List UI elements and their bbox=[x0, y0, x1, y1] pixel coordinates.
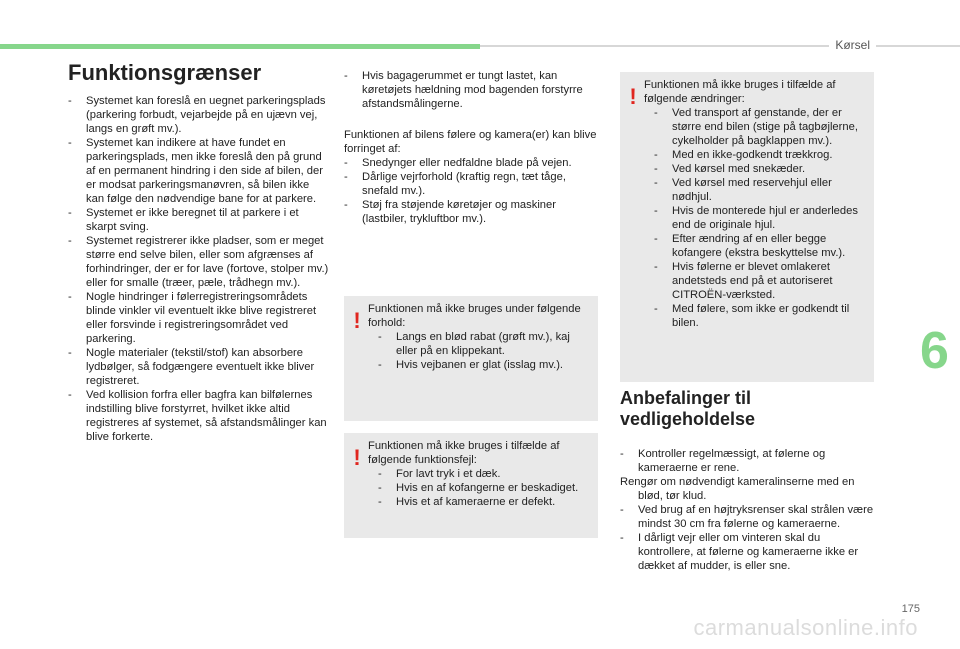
list-item: - Ved kørsel med reservehjul eller nødhjul. bbox=[654, 176, 868, 204]
warning-text bbox=[368, 439, 592, 509]
warning-intro: Funktionen må ikke bruges i tilfælde af følgende funktionsfejl: bbox=[368, 440, 560, 466]
watermark-text: carmanualsonline.info bbox=[693, 615, 918, 640]
page-number: 175 bbox=[901, 603, 920, 615]
list-item: - Støj fra støjende køretøjer og maskiner (lastbiler, trykluftbor mv.). bbox=[344, 198, 600, 226]
list-item: - Kontroller regelmæssigt, at følerne og kameraerne er rene. bbox=[620, 447, 878, 475]
list-item: - Dårlige vejrforhold (kraftig regn, tæt tåge, snefald mv.). bbox=[344, 170, 600, 198]
warning-text bbox=[644, 78, 868, 330]
maintenance-title bbox=[620, 388, 878, 430]
list-item: - Ved transport af genstande, der er større end bilen (stige på tagbøjlerne, cykelholder på bagklappen mv.). bbox=[654, 106, 868, 148]
list-item: - Nogle hindringer i følerregistreringsområdets blinde vinkler vil eventuelt ikke blive registreret eller forsvinde i registreringsområdet ved parkering. bbox=[68, 290, 330, 346]
warning-list bbox=[368, 467, 592, 509]
list-item: - Hvis de monterede hjul er anderledes end de originale hjul. bbox=[654, 204, 868, 232]
list-item: - Ved kørsel med snekæder. bbox=[654, 162, 868, 176]
list-item: - Med en ikke-godkendt trækkrog. bbox=[654, 148, 868, 162]
column-functional-limits bbox=[68, 60, 330, 444]
warning-box-malfunctions bbox=[344, 433, 598, 538]
list-item: - Med følere, som ikke er godkendt til bilen. bbox=[654, 302, 868, 330]
section-title: Funktionsgrænser bbox=[68, 60, 262, 85]
list-item: - Hvis en af kofangerne er beskadiget. bbox=[378, 481, 592, 495]
warning-text bbox=[368, 302, 592, 372]
list-item: - Ved brug af en højtryksrenser skal strålen være mindst 30 cm fra følerne og kameraerne. bbox=[620, 503, 878, 531]
luggage-list bbox=[344, 69, 600, 111]
warning-intro: Funktionen må ikke bruges i tilfælde af følgende ændringer: bbox=[644, 79, 836, 105]
section-name: Kørsel bbox=[829, 38, 876, 52]
warning-box-modifications bbox=[620, 72, 874, 382]
sensor-intro: Funktionen af bilens følere og kamera(er) kan blive forringet af: bbox=[344, 129, 597, 155]
list-item: - Systemet er ikke beregnet til at parkere i et skarpt sving. bbox=[68, 206, 330, 234]
list-item: - Hvis bagagerummet er tungt lastet, kan køretøjets hældning mod bagenden forstyrre afstandsmålingerne. bbox=[344, 69, 600, 111]
maintenance-note bbox=[620, 475, 878, 503]
list-item: - I dårligt vejr eller om vinteren skal du kontrollere, at følerne og kameraerne ikke er dækket af mudder, is eller sne. bbox=[620, 531, 878, 573]
maintenance-note-first: Rengør om nødvendigt kameralinserne med en bbox=[620, 476, 855, 488]
list-item: - Systemet registrerer ikke pladser, som er meget større end selve bilen, eller som afgrænses af forhindringer, der er for lave (fortove, stolper mv.) eller for smalle (træer, pæle, trådhegn mv.). bbox=[68, 234, 330, 290]
list-item: - Efter ændring af en eller begge kofangere (ekstra beskyttelse mv.). bbox=[654, 232, 868, 260]
maintenance-list bbox=[620, 447, 878, 475]
header-rule bbox=[480, 45, 960, 47]
list-item: - Ved kollision forfra eller bagfra kan bilfølernes indstilling blive forstyrret, hvilket ikke altid registreres af systemet, så afstandsmålinger kan blive forkerte. bbox=[68, 388, 330, 444]
warning-intro: Funktionen må ikke bruges under følgende forhold: bbox=[368, 303, 581, 329]
list-item: - For lavt tryk i et dæk. bbox=[378, 467, 592, 481]
column-sensor-conditions bbox=[344, 69, 600, 226]
maintenance-body bbox=[620, 447, 878, 573]
list-item: - Hvis et af kameraerne er defekt. bbox=[378, 495, 592, 509]
warning-list bbox=[644, 106, 868, 330]
list-item: - Langs en blød rabat (grøft mv.), kaj eller på en klippekant. bbox=[378, 330, 592, 358]
warning-list bbox=[368, 330, 592, 372]
maintenance-title-line2: vedligeholdelse bbox=[620, 409, 756, 429]
list-item: - Hvis vejbanen er glat (isslag mv.). bbox=[378, 358, 592, 372]
maintenance-section bbox=[620, 388, 878, 573]
list-item: - Systemet kan indikere at have fundet en parkeringsplads, men ikke foreslå den på grund af en permanent hindring i den side af bilen, der er modsat parkeringsmanøvren, så bilen ikke kan følge den nødvendige bane for at parkere. bbox=[68, 136, 330, 206]
list-item: - Nogle materialer (tekstil/stof) kan absorbere lydbølger, så fodgængere eventuelt ikke bliver registreret. bbox=[68, 346, 330, 388]
warning-exclamation-icon: ! bbox=[353, 308, 361, 333]
chapter-number: 6 bbox=[920, 322, 949, 380]
maintenance-note-cont: blød, tør klud. bbox=[638, 490, 707, 502]
maintenance-list bbox=[620, 503, 878, 573]
warning-exclamation-icon: ! bbox=[629, 84, 637, 109]
list-item: - Hvis følerne er blevet omlakeret andetsteds end på et autoriseret CITROËN-værksted. bbox=[654, 260, 868, 302]
list-item: - Snedynger eller nedfaldne blade på vejen. bbox=[344, 156, 600, 170]
header-accent-rule bbox=[0, 44, 480, 49]
warning-box-conditions bbox=[344, 296, 598, 421]
sensor-conditions-list bbox=[344, 156, 600, 226]
limits-list bbox=[68, 94, 330, 444]
chapter-tab bbox=[920, 321, 960, 431]
warning-exclamation-icon: ! bbox=[353, 445, 361, 470]
maintenance-title-line1: Anbefalinger til bbox=[620, 388, 752, 408]
list-item: - Systemet kan foreslå en uegnet parkeringsplads (parkering forbudt, vejarbejde på en ujævn vej, langs en grøft mv.). bbox=[68, 94, 330, 136]
